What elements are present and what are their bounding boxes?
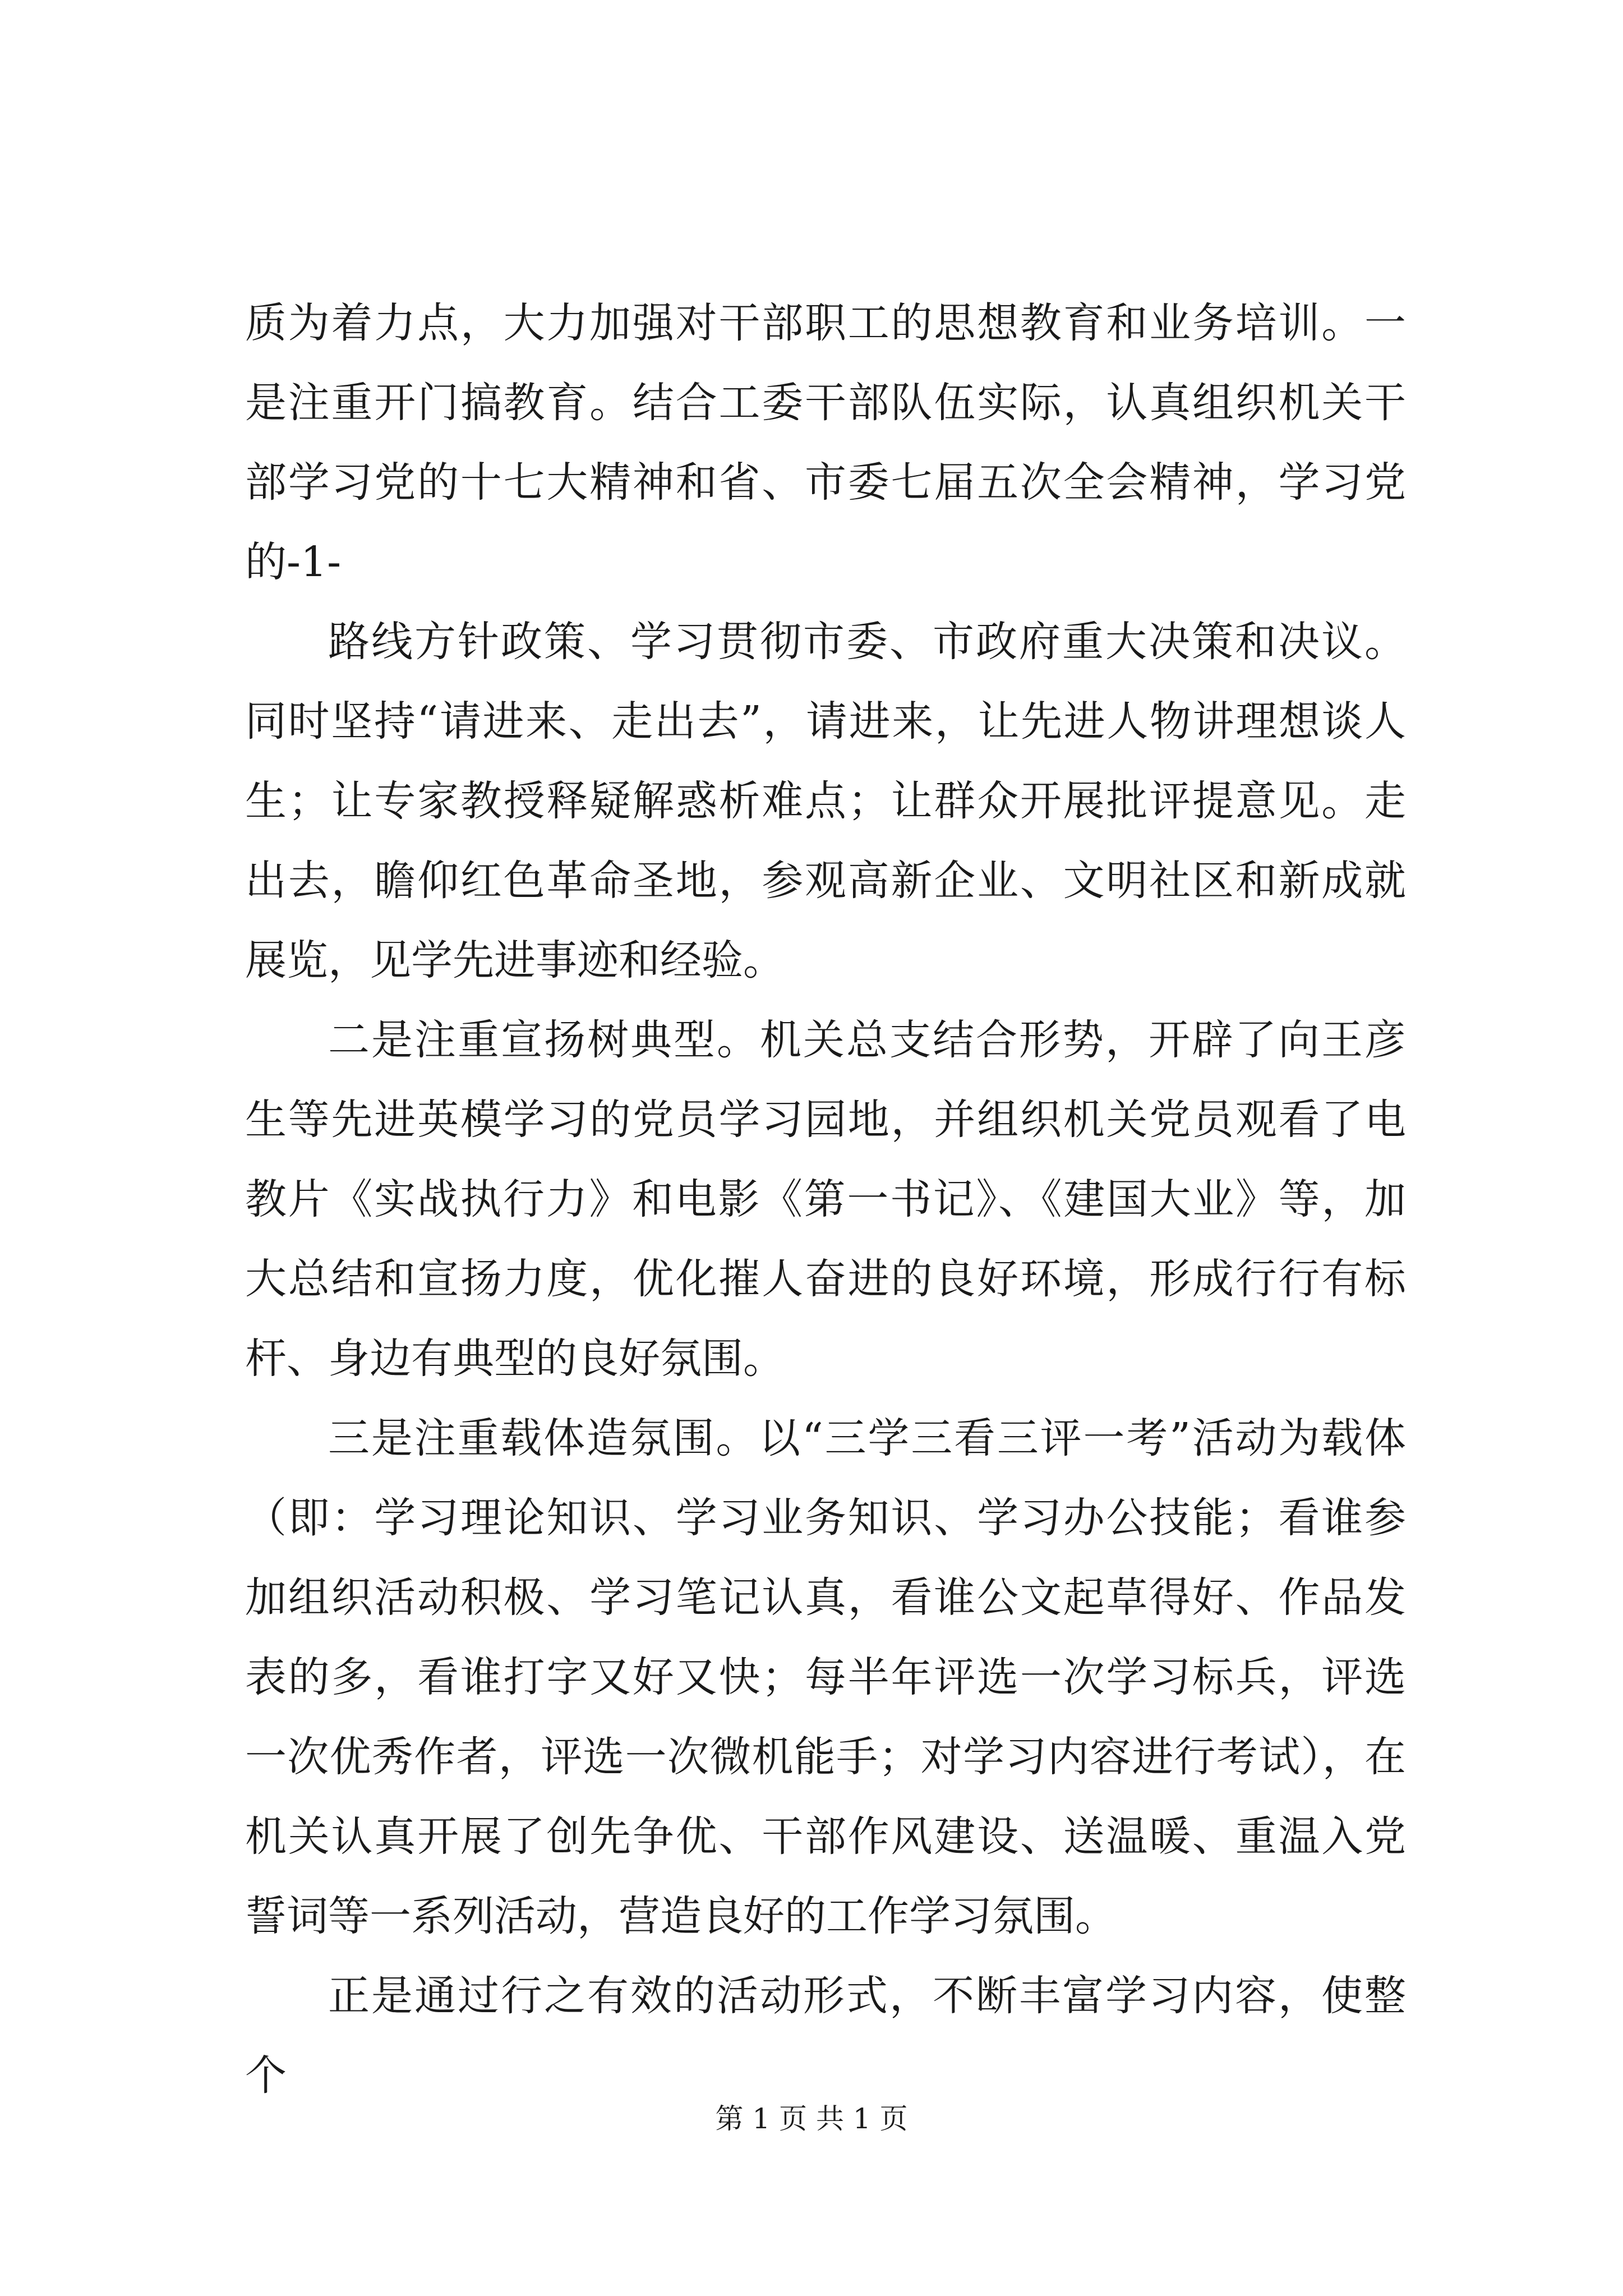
paragraph-2: 路线方针政策、学习贯彻市委、市政府重大决策和决议。同时坚持“请进来、走出去”，请进来，让先进人物讲理想谈人生；让专家教授释疑解惑析难点；让群众开展批评提意见。走出去，瞻仰红色革命圣地，参观高新企业、文明社区和新成就展览，见学先进事迹和经验。 [245, 618, 1406, 984]
paragraph-4: 三是注重载体造氛围。以“三学三看三评一考”活动为载体（即：学习理论知识、学习业务知识、学习办公技能；看谁参加组织活动积极、学习笔记认真，看谁公文起草得好、作品发表的多，看谁打字又好又快；每半年评选一次学习标兵，评选一次优秀作者，评选一次微机能手；对学习内容进行考试），在机关认真开展了创先争优、干部作风建设、送温暖、重温入党誓词等一系列活动，营造良好的工作学习氛围。 [245, 1414, 1406, 1940]
paragraph-3: 二是注重宣扬树典型。机关总支结合形势，开辟了向王彦生等先进英模学习的党员学习园地，并组织机关党员观看了电教片《实战执行力》和电影《第一书记》、《建国大业》等，加大总结和宣扬力度，优化摧人奋进的良好环境，形成行行有标杆、身边有典型的良好氛围。 [245, 1016, 1406, 1383]
page-number-footer: 第 1 页 共 1 页 [715, 2102, 908, 2135]
paragraph-1: 质为着力点，大力加强对干部职工的思想教育和业务培训。一是注重开门搞教育。结合工委干部队伍实际，认真组织机关干部学习党的十七大精神和省、市委七届五次全会精神，学习党的-1- [245, 299, 1406, 586]
paragraph-5: 正是通过行之有效的活动形式，不断丰富学习内容，使整个 [245, 1972, 1406, 2100]
document-body [245, 283, 1406, 2115]
